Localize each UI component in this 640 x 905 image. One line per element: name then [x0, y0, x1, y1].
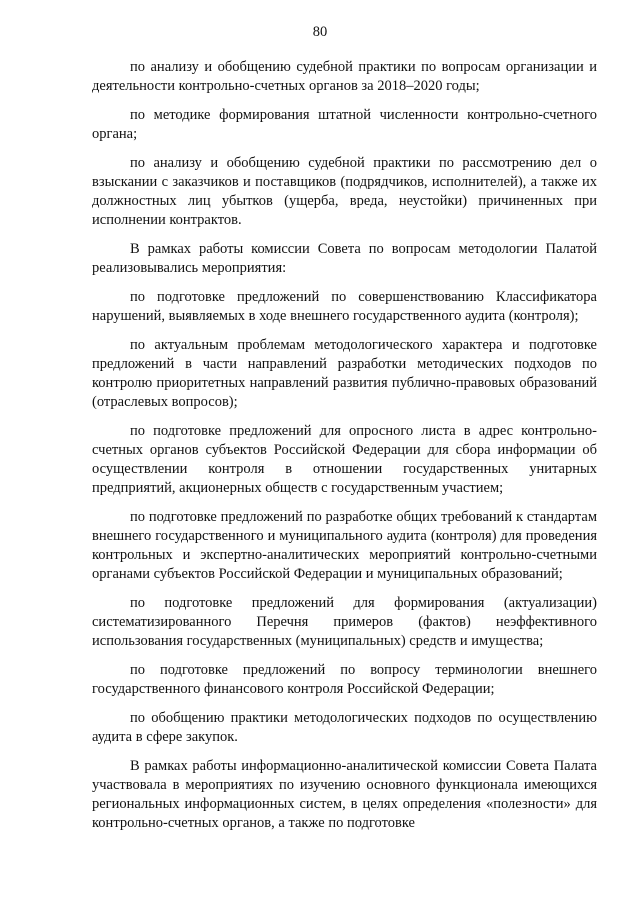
paragraph-9: по подготовке предложений для формирования (актуализации) систематизированного Перечня примеров (фактов) неэффективного использования государственных (муниципальных) средств и имущества;: [92, 595, 597, 649]
paragraph-2: по методике формирования штатной численности контрольно-счетного органа;: [92, 107, 597, 142]
document-body: [92, 58, 597, 833]
paragraph-3: по анализу и обобщению судебной практики по рассмотрению дел о взыскании с заказчиков и поставщиков (подрядчиков, исполнителей), а также их должностных лиц убытков (ущерба, вреда, неустойки) причиненных при исполнении контрактов.: [92, 155, 597, 228]
paragraph-6: по актуальным проблемам методологического характера и подготовке предложений в части направлений разработки методических подходов по контролю приоритетных направлений развития публично-правовых образований (отраслевых вопросов);: [92, 337, 597, 410]
paragraph-8: по подготовке предложений по разработке общих требований к стандартам внешнего государственного и муниципального аудита (контроля) для проведения контрольных и экспертно-аналитических мероприятий контрольно-счетными органами субъектов Российской Федерации и муниципальных образований;: [92, 509, 597, 582]
paragraph-5: по подготовке предложений по совершенствованию Классификатора нарушений, выявляемых в ходе внешнего государственного аудита (контроля);: [92, 289, 597, 324]
paragraph-11: по обобщению практики методологических подходов по осуществлению аудита в сфере закупок.: [92, 710, 597, 745]
paragraph-10: по подготовке предложений по вопросу терминологии внешнего государственного финансового контроля Российской Федерации;: [92, 662, 597, 697]
paragraph-1: по анализу и обобщению судебной практики по вопросам организации и деятельности контрольно-счетных органов за 2018–2020 годы;: [92, 59, 597, 94]
paragraph-12: В рамках работы информационно-аналитической комиссии Совета Палата участвовала в мероприятиях по изучению основного функционала имеющихся региональных информационных систем, в целях определения «полезности» для контрольно-счетных органов, а также по подготовке: [92, 758, 597, 831]
paragraph-4: В рамках работы комиссии Совета по вопросам методологии Палатой реализовывались мероприятия:: [92, 241, 597, 276]
paragraph-7: по подготовке предложений для опросного листа в адрес контрольно-счетных органов субъектов Российской Федерации для сбора информации об осуществлении контроля в отношении государственных унитарных предприятий, акционерных обществ с государственным участием;: [92, 423, 597, 496]
page-number: 80: [312, 24, 328, 40]
